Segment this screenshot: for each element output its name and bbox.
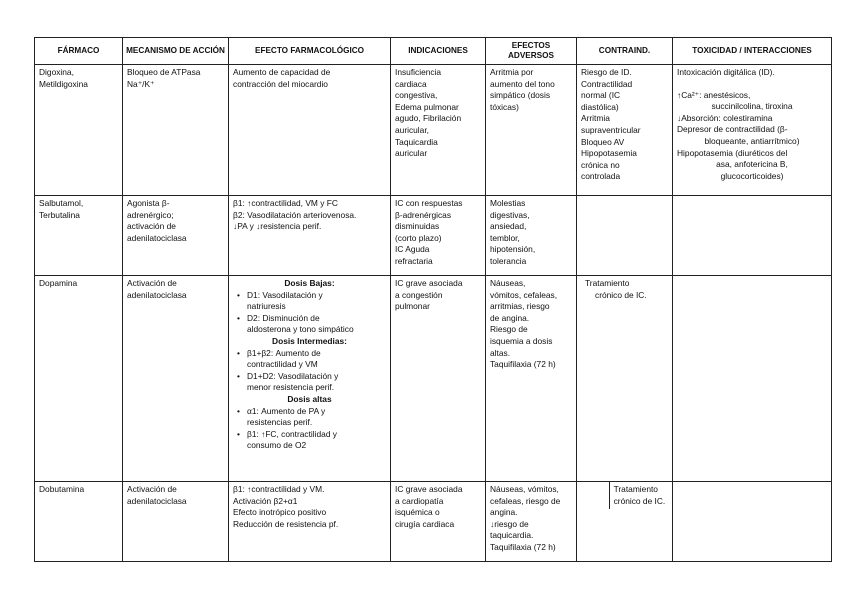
contraind-split-left [577, 482, 610, 509]
cell-toxicidad [673, 196, 832, 276]
list-item: • α1: Aumento de PA y resistencias perif. [247, 406, 386, 429]
cell-indicaciones: IC grave asociada a congestión pulmonar [391, 276, 486, 482]
cell-toxicidad [673, 482, 832, 562]
table-row-dobutamina [35, 482, 832, 562]
header-mecanismo: MECANISMO DE ACCIÓN [123, 38, 229, 65]
cell-farmaco: Dobutamina [35, 482, 123, 562]
cell-farmaco: Salbutamol, Terbutalina [35, 196, 123, 276]
cell-indicaciones: IC grave asociada a cardiopatía isquémica o cirugía cardiaca [391, 482, 486, 562]
cell-mecanismo: Activación de adenilatociclasa [123, 276, 229, 482]
list-item: • D1+D2: Vasodilatación y menor resistencia perif. [247, 371, 386, 394]
cell-toxicidad: Intoxicación digitálica (ID). ↑Ca²⁺: anestésicos, succinilcolina, tiroxina ↓Absorción: colestiramina Depresor de contractilidad (β- bloqueante, antiarrítmico) Hipopotasemia (diuréticos del asa, anfotericina B, glucocorticoides) [673, 65, 832, 196]
contraind-split-right: Tratamiento crónico de IC. [613, 484, 666, 506]
header-indicaciones: INDICACIONES [391, 38, 486, 65]
dosis-intermedias-title: Dosis Intermedias: [272, 335, 347, 346]
dosis-altas-title: Dosis altas [287, 393, 332, 404]
cell-indicaciones: Insuficiencia cardiaca congestiva, Edema pulmonar agudo, Fibrilación auricular, Taquicardia auricular [391, 65, 486, 196]
cell-contraind [577, 482, 673, 562]
cell-efecto [229, 276, 391, 482]
drug-table [34, 37, 832, 562]
cell-efecto: β1: ↑contractilidad y VM. Activación β2+α1 Efecto inotrópico positivo Reducción de resistencia pf. [229, 482, 391, 562]
table-row-dopamina [35, 276, 832, 482]
cell-mecanismo: Bloqueo de ATPasa Na⁺/K⁺ [123, 65, 229, 196]
header-contraind: CONTRAIND. [577, 38, 673, 65]
table-row-digoxina [35, 65, 832, 196]
cell-farmaco: Digoxina, Metildigoxina [35, 65, 123, 196]
cell-farmaco: Dopamina [35, 276, 123, 482]
cell-adversos: Náuseas, vómitos, cefaleas, riesgo de angina. ↓riesgo de taquicardia. Taquifilaxia (72 h) [486, 482, 577, 562]
cell-mecanismo: Activación de adenilatociclasa [123, 482, 229, 562]
list-item: • β1+β2: Aumento de contractilidad y VM [247, 348, 386, 371]
header-adversos: EFECTOS ADVERSOS [486, 38, 577, 65]
cell-efecto: β1: ↑contractilidad, VM y FC β2: Vasodilatación arteriovenosa. ↓PA y ↓resistencia perif. [229, 196, 391, 276]
table-row-salbutamol [35, 196, 832, 276]
cell-adversos: Arritmia por aumento del tono simpático (dosis tóxicas) [486, 65, 577, 196]
cell-contraind [577, 196, 673, 276]
dosis-bajas-list [233, 290, 386, 336]
cell-efecto: Aumento de capacidad de contracción del miocardio [229, 65, 391, 196]
cell-mecanismo: Agonista β- adrenérgico; activación de adenilatociclasa [123, 196, 229, 276]
list-item: • β1: ↑FC, contractilidad y consumo de O2 [247, 429, 386, 452]
cell-adversos: Molestias digestivas, ansiedad, temblor, hipotensión, tolerancia [486, 196, 577, 276]
dosis-intermedias-list [233, 348, 386, 394]
header-row [35, 38, 832, 65]
dosis-bajas-title: Dosis Bajas: [284, 278, 335, 288]
header-efecto: EFECTO FARMACOLÓGICO [229, 38, 391, 65]
header-farmaco: FÁRMACO [35, 38, 123, 65]
dosis-altas-list [233, 406, 386, 452]
cell-toxicidad [673, 276, 832, 482]
header-toxicidad: TOXICIDAD / INTERACCIONES [673, 38, 832, 65]
cell-adversos: Náuseas, vómitos, cefaleas, arritmias, riesgo de angina. Riesgo de isquemia a dosis altas. Taquifilaxia (72 h) [486, 276, 577, 482]
cell-indicaciones: IC con respuestas β-adrenérgicas disminuidas (corto plazo) IC Aguda refractaria [391, 196, 486, 276]
list-item: • D2: Disminución de aldosterona y tono simpático [247, 313, 386, 336]
cell-contraind: Riesgo de ID. Contractilidad normal (IC diastólica) Arritmia supraventricular Bloqueo AV Hipopotasemia crónica no controlada [577, 65, 673, 196]
list-item: • D1: Vasodilatación y natriuresis [247, 290, 386, 313]
cell-contraind: Tratamiento crónico de IC. [577, 276, 673, 482]
